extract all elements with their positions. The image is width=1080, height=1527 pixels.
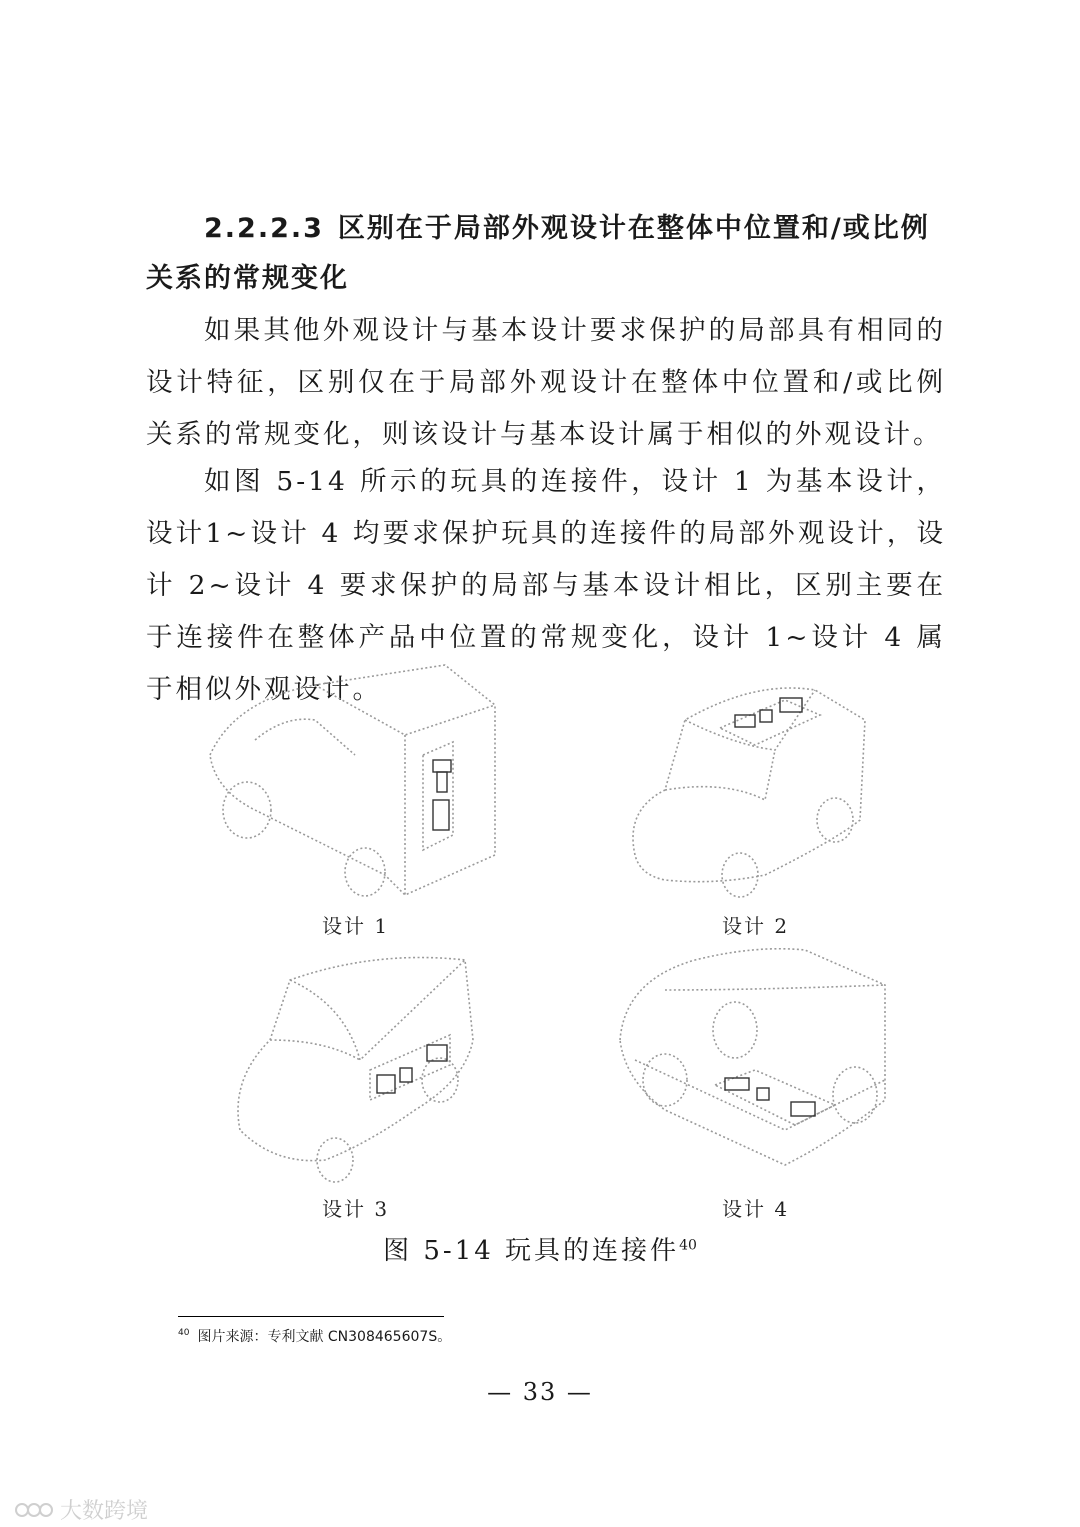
figure-title-text: 图 5-14 玩具的连接件	[383, 1236, 680, 1266]
design-1-drawing	[210, 665, 495, 896]
paragraph-1: 如果其他外观设计与基本设计要求保护的局部具有相同的设计特征，区别仅在于局部外观设计在整体中位置和/或比例关系的常规变化，则该设计与基本设计属于相似的外观设计。	[146, 315, 946, 450]
figure-footnote-ref[interactable]: 40	[679, 1237, 697, 1254]
watermark-text: 大数跨境	[60, 1499, 149, 1524]
footnote-divider	[178, 1316, 444, 1317]
footnote	[178, 1326, 451, 1346]
design-4-drawing	[620, 949, 885, 1165]
paragraph-2: 如图 5-14 所示的玩具的连接件，设计 1 为基本设计，设计1~设计 4 均要求保护玩具的连接件的局部外观设计，设计 2~设计 4 要求保护的局部与基本设计相比，区别主要在于连接件在整体产品中位置的常规变化，设计 1~设计 4 属于相似外观设计。	[146, 466, 946, 705]
design-2-drawing	[633, 688, 865, 897]
design-3-drawing	[238, 958, 473, 1183]
figure-title	[0, 1230, 1080, 1267]
section-title: 区别在于局部外观设计在整体中位置和/或比例关系的常规变化	[146, 213, 930, 294]
section-heading	[146, 204, 946, 304]
page-number: — 33 —	[487, 1378, 593, 1406]
toy-connector-drawings	[195, 660, 895, 1200]
label-design-1: 设计 1	[322, 914, 390, 938]
footnote-text: 图片来源：专利文献 CN308465607S。	[197, 1329, 452, 1345]
label-design-2: 设计 2	[722, 914, 790, 938]
section-number: 2.2.2.3	[204, 213, 324, 244]
watermark-logo-icon	[14, 1500, 54, 1520]
watermark	[14, 1494, 148, 1525]
label-design-4: 设计 4	[722, 1197, 790, 1221]
label-design-3: 设计 3	[322, 1197, 390, 1221]
footnote-marker: 40	[178, 1328, 190, 1339]
figure-5-14	[195, 660, 895, 1221]
